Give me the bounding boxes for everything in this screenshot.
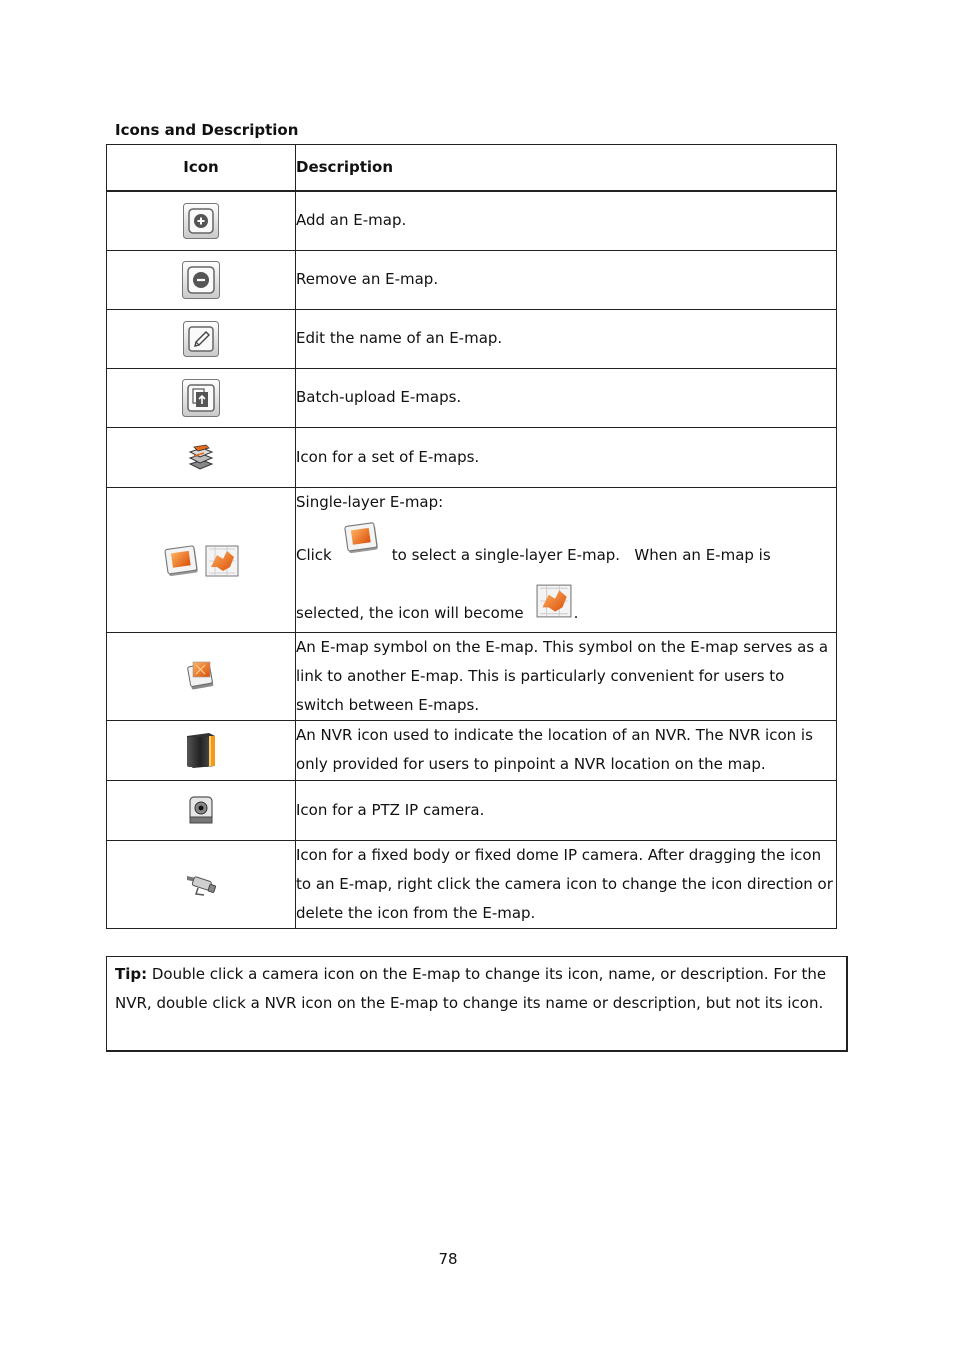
- emap-symbol-icon: [183, 659, 219, 693]
- ptz-camera-icon: [187, 795, 215, 825]
- table-row: [107, 632, 837, 720]
- table-row: [107, 368, 837, 427]
- table-header-row: [107, 145, 837, 192]
- click-text: Click: [296, 545, 332, 564]
- batch-upload-icon: [181, 378, 221, 418]
- single-layer-emap-icon: [342, 520, 382, 556]
- single-layer-title: Single-layer E-map:: [296, 492, 444, 511]
- emap-set-icon: [186, 442, 216, 472]
- period-text: .: [573, 603, 579, 622]
- row-description: An NVR icon used to indicate the location of an NVR. The NVR icon is only provided for users to pinpoint a NVR location on the map.: [296, 720, 837, 780]
- table-row: [107, 720, 837, 780]
- table-row: [107, 250, 837, 309]
- selected-emap-icon: [205, 544, 239, 578]
- icons-table: [106, 144, 837, 929]
- edit-emap-name-icon: [182, 320, 220, 358]
- row-description: Icon for a set of E-maps.: [296, 427, 837, 487]
- row-description: Icon for a PTZ IP camera.: [296, 780, 837, 840]
- select-text: to select a single-layer E-map. When an E-map is: [391, 545, 771, 564]
- row-description: Edit the name of an E-map.: [296, 309, 837, 368]
- header-description: Description: [296, 145, 837, 192]
- tip-text: Double click a camera icon on the E-map to change its icon, name, or description. For the NVR, double click a NVR icon on the E-map to change its name or description, but not its icon.: [115, 965, 827, 1012]
- header-icon: Icon: [107, 145, 296, 192]
- table-row: [107, 427, 837, 487]
- single-layer-emap-icon: [163, 543, 201, 579]
- add-emap-icon: [182, 202, 220, 240]
- table-row: [107, 309, 837, 368]
- tip-box: [106, 956, 848, 1052]
- table-row: [107, 191, 837, 250]
- row-description: Add an E-map.: [296, 191, 837, 250]
- table-row: [107, 487, 837, 632]
- remove-emap-icon: [181, 260, 221, 300]
- nvr-icon: [183, 730, 219, 770]
- row-description: Batch-upload E-maps.: [296, 368, 837, 427]
- table-row: [107, 780, 837, 840]
- row-description: An E-map symbol on the E-map. This symbol on the E-map serves as a link to another E-map. This is particularly convenient for users to switch between E-maps.: [296, 632, 837, 720]
- row-description: Remove an E-map.: [296, 250, 837, 309]
- table-row: [107, 840, 837, 928]
- section-title: Icons and Description: [115, 121, 299, 139]
- tip-label: Tip:: [115, 965, 148, 983]
- page-number: 78: [438, 1250, 458, 1268]
- selected-text: selected, the icon will become: [296, 603, 524, 622]
- row-description: Icon for a fixed body or fixed dome IP camera. After dragging the icon to an E-map, right click the camera icon to change the icon direction or delete the icon from the E-map.: [296, 840, 837, 928]
- selected-emap-icon: [536, 584, 572, 618]
- fixed-camera-icon: [184, 870, 218, 898]
